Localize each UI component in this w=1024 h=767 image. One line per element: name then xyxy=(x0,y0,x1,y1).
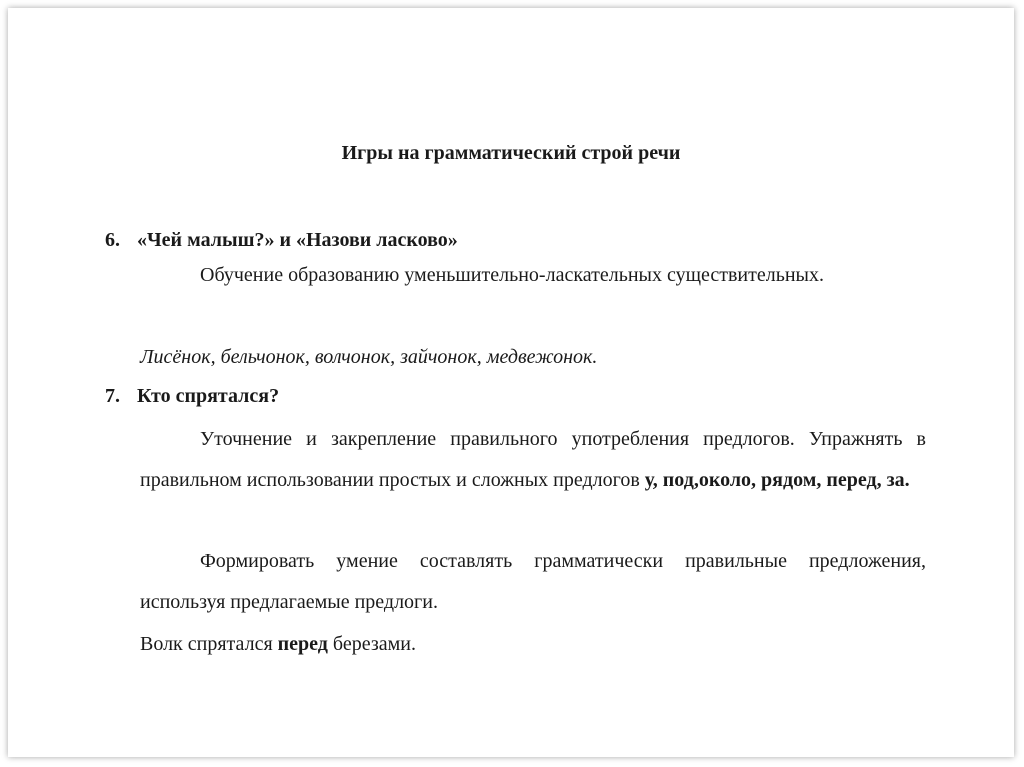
section-7-title: Кто спрятался? xyxy=(137,385,280,407)
section-7-number: 7. xyxy=(105,385,120,407)
section-7-example xyxy=(140,632,416,656)
section-7-example-before: Волк спрятался xyxy=(140,633,273,655)
section-7-prepositions: у, под,около, рядом, перед, за. xyxy=(644,469,910,491)
section-6-number: 6. xyxy=(105,229,120,251)
section-6-description: Обучение образованию уменьшительно-ласкательных существительных. xyxy=(200,264,824,286)
slide-page xyxy=(8,8,1014,757)
section-6-title: «Чей малыш?» и «Назови ласково» xyxy=(137,229,458,251)
section-7-description-text: Уточнение и закрепление правильного употребления предлогов. Упражнять в правильном использовании простых и сложных предлогов xyxy=(140,428,926,491)
section-7-example-bold: перед xyxy=(277,633,328,655)
page-title: Игры на грамматический строй речи xyxy=(341,142,681,164)
section-7-heading xyxy=(105,384,279,408)
section-7-description xyxy=(140,419,926,501)
section-6-heading xyxy=(105,228,458,252)
section-7-description2: Формировать умение составлять грамматически правильные предложения, используя предлагаемые предлоги. xyxy=(140,550,926,613)
section-6-example: Лисёнок, бельчонок, волчонок, зайчонок, медвежонок. xyxy=(140,346,598,368)
section-7-example-after: березами. xyxy=(332,633,416,655)
